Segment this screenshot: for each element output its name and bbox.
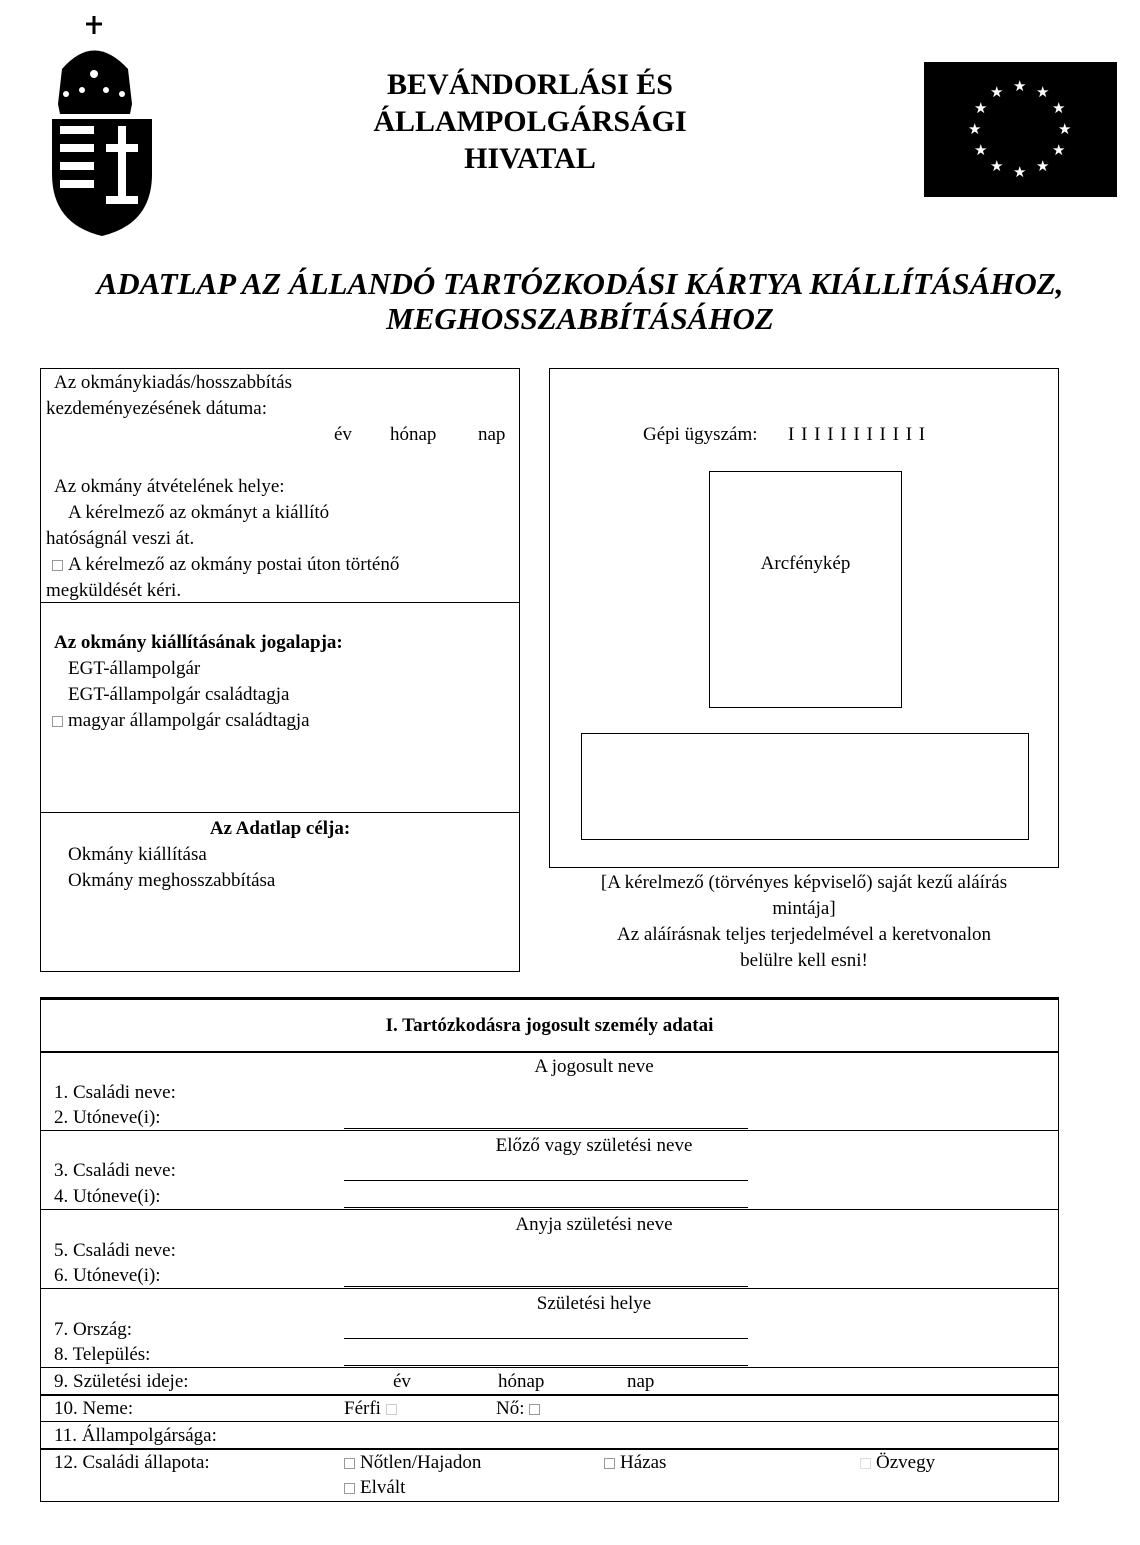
sex-option-female[interactable]: [496, 1396, 545, 1422]
signature-note-2: mintája]: [772, 898, 836, 919]
checkbox-icon[interactable]: [344, 1458, 355, 1469]
checkbox-icon[interactable]: [52, 560, 63, 571]
field-5-label: 5. Családi neve:: [54, 1240, 176, 1261]
checkbox-icon[interactable]: [860, 1458, 871, 1469]
agency-name: [330, 66, 730, 177]
purpose-option-extend[interactable]: [52, 868, 275, 894]
checkbox-icon[interactable]: [52, 690, 63, 701]
pickup-option-office[interactable]: [52, 500, 329, 526]
basis-label: Az okmány kiállításának jogalapja:: [54, 632, 343, 653]
checkbox-icon[interactable]: [52, 850, 63, 861]
checkbox-icon[interactable]: [386, 1404, 397, 1415]
purpose-label: Az Adatlap célja:: [209, 818, 351, 839]
checkbox-icon[interactable]: [52, 664, 63, 675]
checkbox-icon[interactable]: [604, 1458, 615, 1469]
sex-option-male-label: Férfi: [344, 1398, 381, 1419]
checkbox-icon[interactable]: [52, 876, 63, 887]
basis-option-hu-family-label: magyar állampolgár családtagja: [68, 710, 310, 731]
birth-day-label[interactable]: nap: [627, 1371, 655, 1392]
checkbox-icon[interactable]: [52, 716, 63, 727]
form-title: [40, 266, 1120, 336]
birthplace-heading: Születési helye: [536, 1293, 652, 1314]
field-10-label: 10. Neme:: [54, 1398, 134, 1419]
field-11-label: 11. Állampolgársága:: [54, 1425, 217, 1446]
pickup-option-post-cont: megküldését kéri.: [46, 580, 182, 601]
sex-option-male[interactable]: [344, 1396, 402, 1422]
pickup-option-post[interactable]: [52, 552, 399, 578]
form-title-line-1: ADATLAP AZ ÁLLANDÓ TARTÓZKODÁSI KÁRTYA KIÁLLÍTÁSÁHOZ,: [96, 266, 1064, 301]
field-9-label: 9. Születési ideje:: [54, 1371, 189, 1392]
purpose-option-issue[interactable]: [52, 842, 207, 868]
birth-year-label[interactable]: év: [393, 1371, 411, 1392]
marital-option-single[interactable]: [344, 1450, 481, 1476]
purpose-option-issue-label: Okmány kiállítása: [68, 844, 207, 865]
pickup-option-office-label: A kérelmező az okmányt a kiállító: [68, 502, 330, 523]
eu-flag-icon: ★ ★ ★ ★ ★ ★ ★ ★ ★ ★ ★ ★: [924, 62, 1117, 197]
marital-option-widowed[interactable]: [860, 1450, 935, 1476]
field-12-label: 12. Családi állapota:: [54, 1452, 210, 1473]
checkbox-icon[interactable]: [344, 1483, 355, 1494]
purpose-option-extend-label: Okmány meghosszabbítása: [68, 870, 276, 891]
field-2-label: 2. Utóneve(i):: [54, 1107, 161, 1128]
previous-name-heading: Előző vagy születési neve: [495, 1135, 693, 1156]
date-label-2: kezdeményezésének dátuma:: [46, 398, 268, 419]
marital-option-married-label: Házas: [620, 1452, 667, 1473]
checkbox-icon[interactable]: [529, 1404, 540, 1415]
agency-line-2: ÁLLAMPOLGÁRSÁGI: [373, 105, 687, 138]
coat-of-arms-icon: [44, 14, 164, 239]
date-year-label[interactable]: év: [334, 424, 352, 445]
basis-option-eea-label: EGT-állampolgár: [68, 658, 201, 679]
photo-box[interactable]: [709, 471, 902, 708]
date-label-1: Az okmánykiadás/hosszabbítás: [54, 372, 292, 393]
pickup-option-office-cont: hatóságnál veszi át.: [46, 528, 195, 549]
basis-option-eea[interactable]: [52, 656, 200, 682]
case-number-field[interactable]: I I I I I I I I I I I: [788, 424, 927, 445]
basis-option-eea-family-label: EGT-állampolgár családtagja: [68, 684, 290, 705]
signature-note-3: Az aláírásnak teljes terjedelmével a keretvonalon: [616, 924, 992, 945]
marital-option-single-label: Nőtlen/Hajadon: [360, 1452, 482, 1473]
basis-option-hu-family[interactable]: [52, 708, 310, 734]
marital-option-divorced[interactable]: [344, 1475, 405, 1501]
field-7-label: 7. Ország:: [54, 1319, 133, 1340]
signature-note-4: belülre kell esni!: [740, 950, 868, 971]
photo-label: Arcfénykép: [760, 553, 851, 574]
sex-option-female-label: Nő:: [496, 1398, 525, 1419]
field-4-label: 4. Utóneve(i):: [54, 1186, 161, 1207]
field-3-label: 3. Családi neve:: [54, 1160, 176, 1181]
marital-option-married[interactable]: [604, 1450, 666, 1476]
agency-line-3: HIVATAL: [464, 142, 596, 175]
form-title-line-2: MEGHOSSZABBÍTÁSÁHOZ: [386, 301, 774, 336]
mother-name-heading: Anyja születési neve: [515, 1214, 673, 1235]
birth-month-label[interactable]: hónap: [498, 1371, 545, 1392]
field-1-label: 1. Családi neve:: [54, 1082, 176, 1103]
date-day-label[interactable]: nap: [478, 424, 506, 445]
field-6-label: 6. Utóneve(i):: [54, 1265, 161, 1286]
pickup-option-post-label: A kérelmező az okmány postai úton történő: [68, 554, 400, 575]
marital-option-widowed-label: Özvegy: [876, 1452, 936, 1473]
signature-box[interactable]: [581, 733, 1029, 840]
signature-note-1: [A kérelmező (törvényes képviselő) saját kezű aláírás: [600, 872, 1008, 893]
basis-option-eea-family[interactable]: [52, 682, 289, 708]
marital-option-divorced-label: Elvált: [360, 1477, 406, 1498]
checkbox-icon[interactable]: [52, 508, 63, 519]
date-month-label[interactable]: hónap: [390, 424, 437, 445]
case-number-label: Gépi ügyszám:: [643, 424, 758, 445]
field-8-label: 8. Település:: [54, 1344, 151, 1365]
agency-line-1: BEVÁNDORLÁSI ÉS: [387, 68, 673, 101]
name-heading: A jogosult neve: [534, 1056, 654, 1077]
pickup-label: Az okmány átvételének helye:: [54, 476, 285, 497]
section-1-header: I. Tartózkodásra jogosult személy adatai: [385, 1015, 714, 1036]
